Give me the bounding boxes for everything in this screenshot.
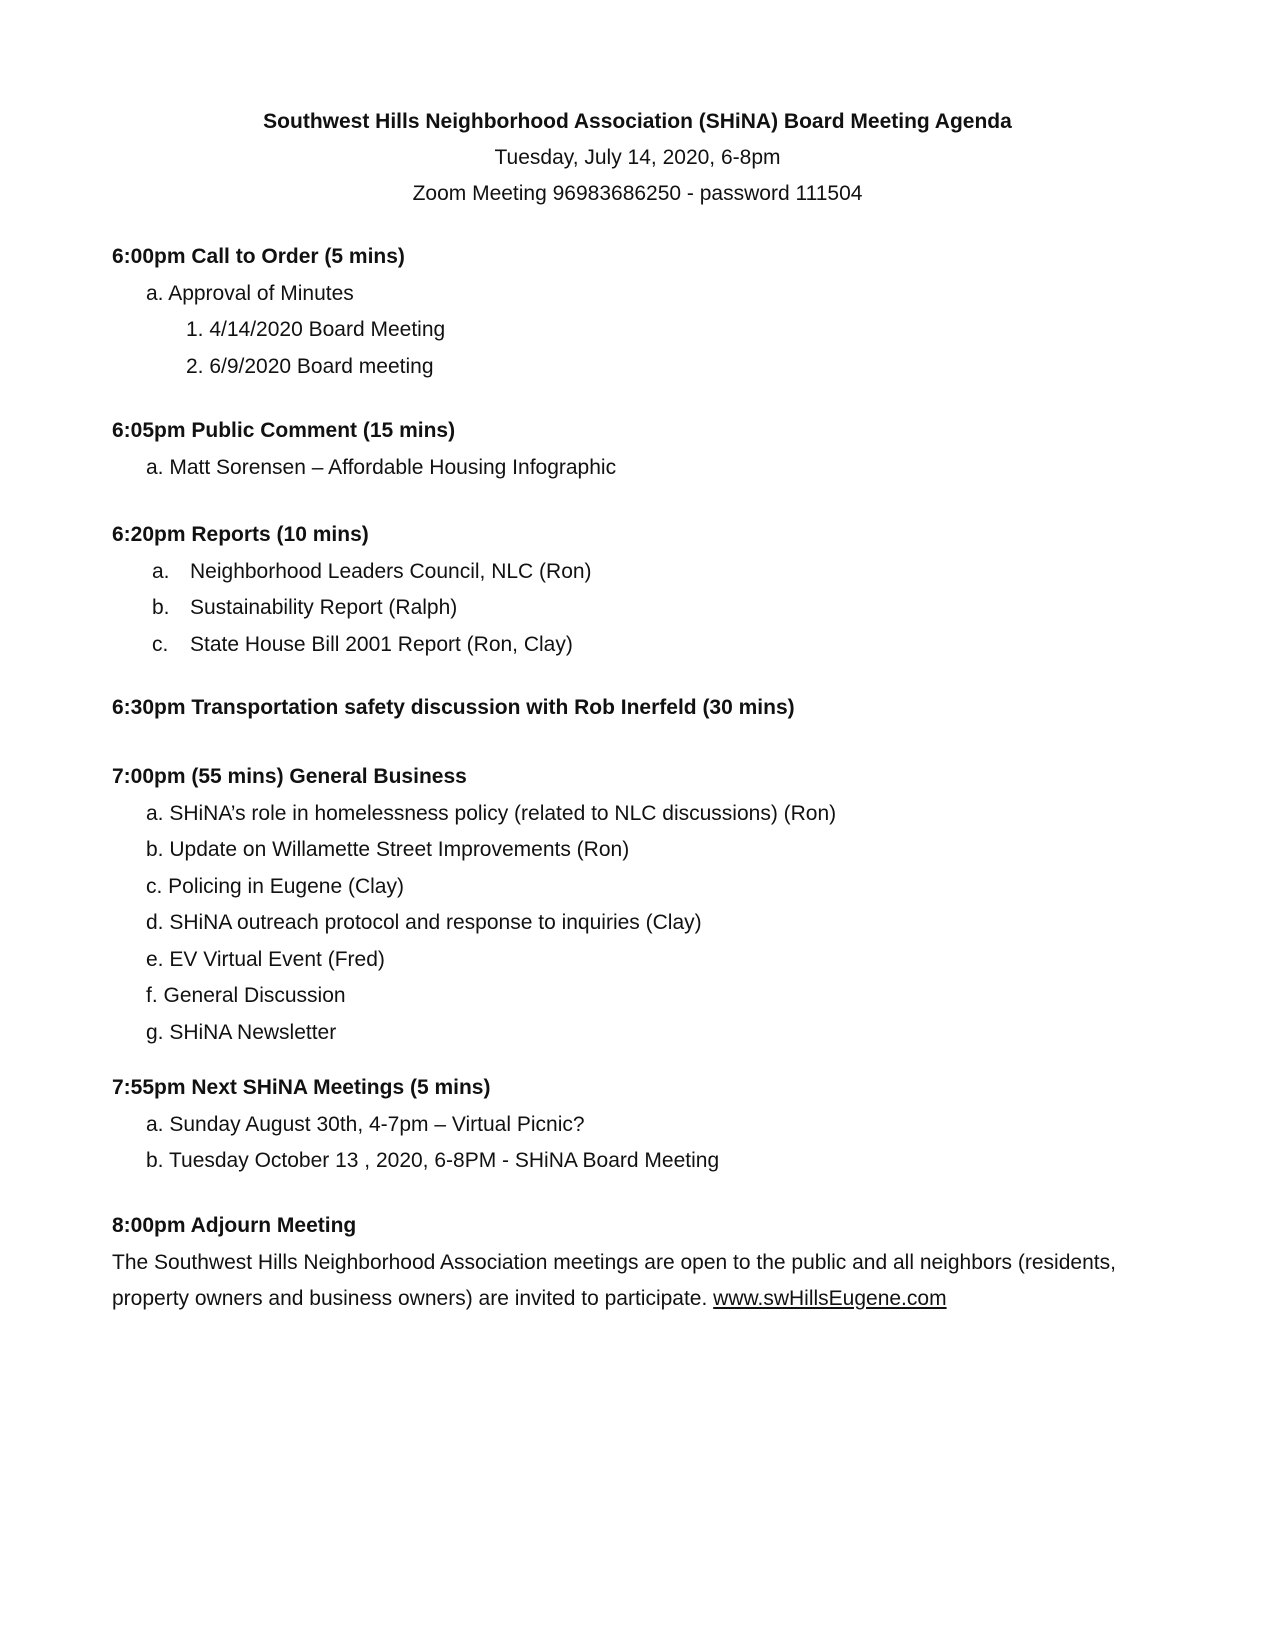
- agenda-item: f. General Discussion: [146, 984, 346, 1007]
- section-next-meetings: [112, 1070, 1192, 1180]
- agenda-item: a. Approval of Minutes: [146, 281, 354, 305]
- agenda-subitem: 2. 6/9/2020 Board meeting: [186, 354, 434, 378]
- section-heading: 7:00pm (55 mins) General Business: [112, 765, 467, 788]
- agenda-item: a. Sunday August 30th, 4-7pm – Virtual Picnic?: [146, 1112, 585, 1136]
- item-marker: c.: [152, 632, 169, 656]
- page-title: Southwest Hills Neighborhood Association (SHiNA) Board Meeting Agenda: [263, 110, 1012, 133]
- agenda-item: a. SHiNA’s role in homelessness policy (related to NLC discussions) (Ron): [146, 801, 837, 825]
- item-text: Sustainability Report (Ralph): [190, 596, 458, 619]
- agenda-item: a. Matt Sorensen – Affordable Housing Infographic: [146, 455, 617, 479]
- section-heading: 6:00pm Call to Order (5 mins): [112, 245, 405, 268]
- agenda-header: [0, 104, 1275, 212]
- section-public-comment: [112, 413, 1192, 486]
- section-heading: 7:55pm Next SHiNA Meetings (5 mins): [112, 1076, 491, 1099]
- section-adjourn: [112, 1208, 1192, 1318]
- item-text: Neighborhood Leaders Council, NLC (Ron): [190, 559, 592, 583]
- item-marker: a.: [152, 559, 170, 583]
- section-reports: [112, 517, 1192, 663]
- section-transportation: [112, 690, 1192, 727]
- agenda-item: g. SHiNA Newsletter: [146, 1020, 337, 1044]
- website-link[interactable]: www.swHillsEugene.com: [713, 1287, 947, 1310]
- section-heading: 6:30pm Transportation safety discussion with Rob Inerfeld (30 mins): [112, 696, 795, 719]
- meeting-date: Tuesday, July 14, 2020, 6-8pm: [494, 146, 781, 169]
- section-general-business: [112, 759, 1192, 1051]
- section-heading: 8:00pm Adjourn Meeting: [112, 1214, 357, 1237]
- footer-text: The Southwest Hills Neighborhood Association meetings are open to the public and all neighbors (residents, property owners and business owners) are invited to participate.: [112, 1250, 1116, 1310]
- footer-paragraph: [112, 1245, 1192, 1318]
- agenda-item: b. Tuesday October 13 , 2020, 6-8PM - SHiNA Board Meeting: [146, 1149, 720, 1172]
- agenda-item: e. EV Virtual Event (Fred): [146, 947, 385, 971]
- agenda-item: c. Policing in Eugene (Clay): [146, 874, 404, 898]
- agenda-subitem: 1. 4/14/2020 Board Meeting: [186, 318, 446, 341]
- zoom-info: Zoom Meeting 96983686250 - password 111504: [412, 182, 863, 205]
- agenda-item: d. SHiNA outreach protocol and response to inquiries (Clay): [146, 911, 702, 934]
- section-call-to-order: [112, 239, 1192, 385]
- agenda-item: [112, 627, 1192, 664]
- agenda-item: [112, 590, 1192, 627]
- agenda-item: b. Update on Willamette Street Improvements (Ron): [146, 838, 630, 861]
- section-heading: 6:20pm Reports (10 mins): [112, 523, 369, 546]
- agenda-item: [112, 554, 1192, 591]
- item-text: State House Bill 2001 Report (Ron, Clay): [190, 632, 573, 656]
- item-marker: b.: [152, 596, 170, 619]
- section-heading: 6:05pm Public Comment (15 mins): [112, 419, 456, 442]
